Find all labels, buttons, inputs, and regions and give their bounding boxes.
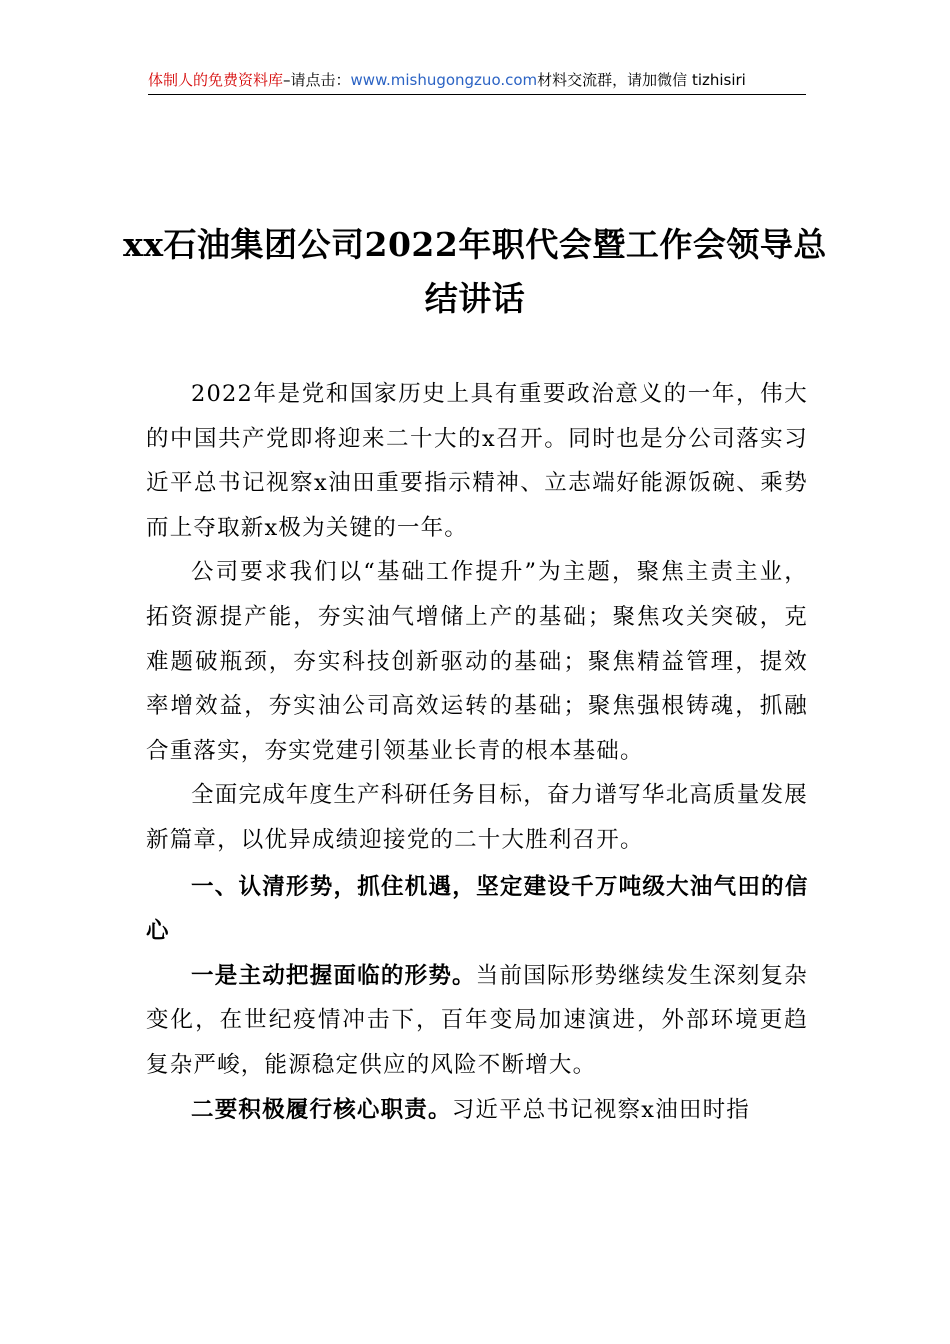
point-2-lead: 二要积极履行核心职责。 [191, 1096, 452, 1123]
document-title: xx石油集团公司2022年职代会暨工作会领导总结讲话 [123, 225, 827, 319]
header-click-prefix: –请点击： [283, 71, 351, 89]
paragraph-intro: 2022年是党和国家历史上具有重要政治意义的一年，伟大的中国共产党即将迎来二十大的x召开。同时也是分公司落实习近平总书记视察x油田重要指示精神、立志端好能源饭碗、乘势而上夺取新x极为关键的一年。 [146, 381, 808, 541]
page-header [148, 70, 806, 95]
section-heading: 一、认清形势，抓住机遇，坚定建设千万吨级大油气田的信心 [146, 873, 808, 945]
header-url-link[interactable]: www.mishugongzuo.com [350, 71, 538, 89]
point-paragraph-2 [146, 1088, 808, 1133]
point-paragraph-1 [146, 954, 808, 1088]
header-suffix: 材料交流群，请加微信 tizhisiri [537, 71, 746, 89]
document-body [146, 372, 808, 1132]
paragraph-goals: 全面完成年度生产科研任务目标，奋力谱写华北高质量发展新篇章，以优异成绩迎接党的二十大胜利召开。 [146, 782, 808, 853]
paragraph-requirements: 公司要求我们以“基础工作提升”为主题，聚焦主责主业，拓资源提产能，夯实油气增储上产的基础；聚焦攻关突破，克难题破瓶颈，夯实科技创新驱动的基础；聚焦精益管理，提效率增效益，夯实油公司高效运转的基础；聚焦强根铸魂，抓融合重落实，夯实党建引领基业长青的根本基础。 [146, 559, 808, 764]
header-brand: 体制人的免费资料库 [148, 71, 284, 89]
point-1-lead: 一是主动把握面临的形势。 [191, 962, 476, 989]
point-1-text: 当前国际形势继续发生深刻复杂变化，在世纪疫情冲击下，百年变局加速演进，外部环境更趋复杂严峻，能源稳定供应的风险不断增大。 [146, 962, 808, 1078]
point-2-text: 习近平总书记视察x油田时指 [451, 1096, 750, 1123]
